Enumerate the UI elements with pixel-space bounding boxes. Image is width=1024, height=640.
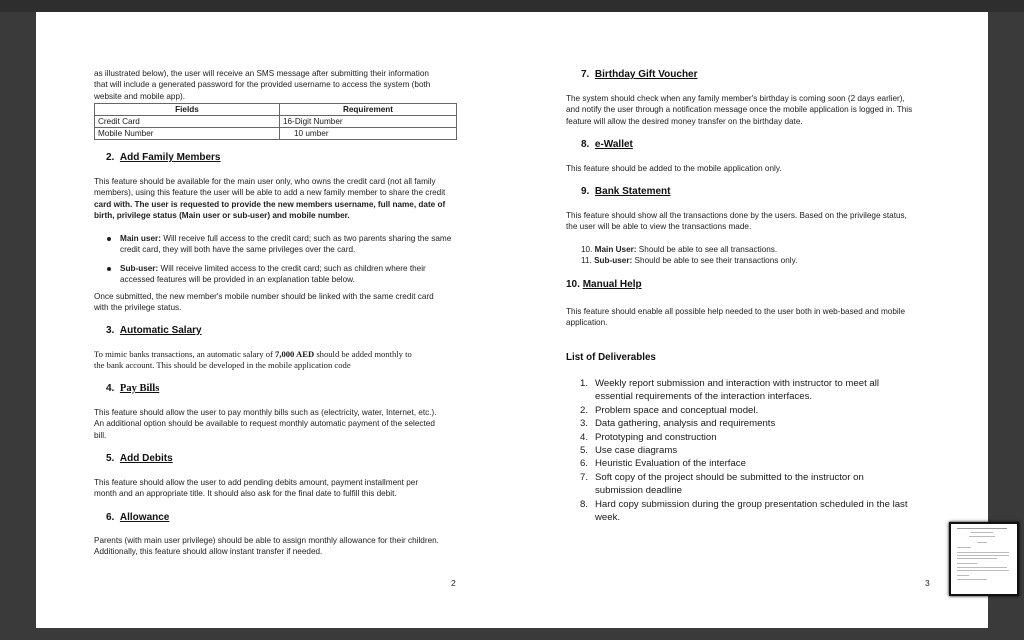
sublist-text: Should be able to see their transactions only.	[632, 256, 798, 266]
thumbnail-line	[957, 579, 987, 580]
bullet-line: accessed features will be provided in an explanation table below.	[120, 275, 355, 285]
add-family-after-paragraph	[94, 291, 494, 314]
para-line: This feature should allow the user to pay monthly bills such as (electricity, water, Internet, etc.).	[94, 408, 437, 417]
section-number: 8.	[581, 139, 590, 150]
thumbnail-line	[957, 528, 1007, 529]
para-line: This feature should enable all possible help needed to the user both in web-based and mobile	[566, 307, 906, 316]
section-heading-automatic-salary	[106, 325, 202, 336]
list-item-line: Data gathering, analysis and requirements	[595, 418, 776, 430]
list-item	[580, 498, 970, 525]
sublist-text: Should be able to see all transactions.	[636, 245, 778, 254]
viewer-top-bar	[0, 0, 1024, 12]
bullet-line	[120, 233, 460, 244]
thumbnail-line	[957, 552, 1009, 553]
list-item-line: essential requirements of the interaction interfaces.	[595, 391, 813, 403]
birthday-paragraph	[566, 93, 981, 127]
table-cell: Mobile Number	[95, 128, 280, 140]
list-item-line: Prototyping and construction	[595, 431, 717, 443]
bullet-icon	[107, 237, 111, 241]
section-number: 9.	[581, 186, 590, 197]
list-item-line: Soft copy of the project should be submitted to the instructor on	[595, 471, 864, 483]
section-title: Manual Help	[582, 279, 642, 290]
para-line: The system should check when any family member's birthday is coming soon (2 days earlier),	[566, 94, 905, 103]
sublist-lead: Sub-user:	[594, 256, 633, 266]
para-line: members), using this feature the user will be able to add a new family member to share the credit	[94, 188, 446, 198]
para-line: application.	[566, 318, 608, 328]
section-title: e-Wallet	[594, 139, 633, 150]
thumbnail-line	[977, 542, 987, 543]
thumbnail-line	[969, 536, 995, 537]
add-debits-paragraph	[94, 477, 494, 500]
sublist-number: 11.	[581, 256, 592, 266]
list-item-number: 4.	[580, 431, 589, 443]
list-item-number: 2.	[580, 404, 589, 416]
intro-paragraph	[94, 68, 494, 102]
table-header-requirement: Requirement	[280, 104, 457, 116]
section-title: Bank Statement	[594, 186, 671, 197]
document-page-3	[503, 12, 988, 628]
thumbnail-line	[957, 570, 1009, 571]
section-title: Automatic Salary	[119, 325, 202, 336]
thumbnail-line	[971, 532, 993, 533]
bullet-sub-user	[120, 263, 460, 286]
bullet-line	[120, 263, 460, 274]
para-text: To mimic banks transactions, an automatic salary of	[94, 349, 276, 359]
para-line: with the privilege status.	[94, 303, 182, 313]
table-header-fields: Fields	[95, 104, 280, 116]
thumbnail-line	[957, 547, 971, 548]
intro-line: as illustrated below), the user will receive an SMS message after submitting their information	[94, 69, 429, 78]
sublist-item	[581, 255, 981, 266]
section-heading-birthday-gift-voucher	[581, 69, 698, 80]
list-item-line: Hard copy submission during the group presentation scheduled in the last	[595, 498, 908, 510]
para-text: should be added monthly to	[314, 349, 412, 359]
list-item	[580, 457, 970, 470]
section-number: 10.	[566, 279, 580, 290]
thumbnail-line	[957, 575, 969, 576]
automatic-salary-paragraph	[94, 349, 494, 372]
sublist-number: 10.	[581, 245, 593, 254]
section-number: 2.	[106, 152, 115, 163]
list-item-line: submission deadline	[595, 485, 682, 497]
e-wallet-paragraph: This feature should be added to the mobile application only.	[566, 164, 782, 173]
section-heading-add-family-members	[106, 152, 221, 163]
add-family-paragraph	[94, 176, 494, 222]
list-item-number: 8.	[580, 498, 589, 510]
para-line: An additional option should be available to request monthly automatic payment of the selected	[94, 419, 435, 429]
list-item-number: 3.	[580, 418, 589, 430]
para-line	[94, 349, 494, 360]
list-item-number: 1.	[580, 378, 589, 389]
para-line: the user will be able to view the transactions made.	[566, 222, 752, 232]
bullet-main-user	[120, 233, 460, 256]
thumbnail-line	[957, 563, 977, 564]
para-line: Additionally, this feature should allow instant transfer if needed.	[94, 547, 323, 557]
manual-help-paragraph	[566, 306, 981, 329]
para-line: feature will allow the desired money transfer on the birthday date.	[566, 116, 803, 126]
list-item-line: Problem space and conceptual model.	[595, 404, 759, 416]
pay-bills-paragraph	[94, 407, 503, 441]
para-line: month and an appropriate title. It should also ask for the final date to fulfill this debit.	[94, 489, 397, 499]
section-number: 4.	[106, 383, 115, 394]
section-title: Add Debits	[119, 453, 173, 464]
list-item	[580, 417, 970, 430]
list-item-text	[595, 457, 746, 470]
table-header-row	[95, 104, 457, 116]
list-item-line: Weekly report submission and interaction with instructor to meet all	[595, 378, 880, 389]
list-item	[580, 377, 970, 404]
para-line: Parents (with main user privilege) should be able to assign monthly allowance for their children.	[94, 536, 439, 545]
section-heading-manual-help	[566, 279, 642, 290]
document-page-2	[36, 12, 503, 628]
section-number: 3.	[106, 325, 115, 336]
para-line: bill.	[94, 430, 107, 440]
list-item-text	[595, 377, 879, 404]
sublist-item	[581, 244, 981, 255]
page-number: 3	[925, 578, 930, 588]
section-heading-bank-statement	[581, 186, 670, 197]
list-item-text	[595, 498, 908, 525]
list-item-number: 6.	[580, 458, 589, 470]
list-item-line: Heuristic Evaluation of the interface	[595, 458, 746, 470]
deliverables-list	[580, 377, 970, 524]
list-item-text	[595, 404, 758, 417]
intro-line: that will include a generated password for the provided username to access the system (both	[94, 80, 431, 90]
list-item	[580, 431, 970, 444]
bullet-line: credit card, they will both have the same privileges over the card.	[120, 245, 356, 255]
bullet-lead: Main user:	[120, 234, 161, 243]
list-item	[580, 471, 970, 498]
table-cell: Credit Card	[95, 116, 280, 128]
para-line: and notify the user through a notification message once the mobile application is logged in. This	[566, 105, 913, 115]
bullet-icon	[107, 267, 111, 271]
section-title: Allowance	[119, 512, 170, 523]
bullet-lead: Sub-user:	[120, 264, 159, 273]
page-number: 2	[451, 578, 456, 588]
para-line: This feature should be available for the main user only, who owns the credit card (not all family	[94, 177, 436, 186]
thumbnail-line	[957, 558, 997, 559]
list-item-line: week.	[595, 512, 621, 524]
sublist-lead: Main User:	[594, 245, 637, 254]
list-item-text	[595, 444, 677, 457]
thumbnail-line	[957, 567, 1007, 568]
table-cell: 16-Digit Number	[280, 116, 457, 128]
deliverables-title: List of Deliverables	[566, 352, 656, 363]
section-number: 5.	[106, 453, 115, 464]
list-item	[580, 404, 970, 417]
section-heading-add-debits	[106, 453, 173, 464]
list-item-line: Use case diagrams	[595, 445, 678, 457]
list-item	[580, 444, 970, 457]
bank-statement-paragraph	[566, 210, 981, 233]
thumbnail-line	[957, 555, 1009, 556]
list-item-text	[595, 431, 717, 444]
bullet-text: Will receive full access to the credit card; such as two parents sharing the same	[160, 234, 452, 243]
page-thumbnail[interactable]	[949, 522, 1019, 596]
bullet-text: Will receive limited access to the credit card; such as children where their	[158, 264, 426, 273]
list-item-text	[595, 417, 775, 430]
section-title: Birthday Gift Voucher	[594, 69, 698, 80]
section-heading-allowance	[106, 512, 169, 523]
salary-amount: 7,000 AED	[275, 349, 315, 359]
para-line: This feature should show all the transactions done by the users. Based on the privilege status,	[566, 211, 907, 220]
para-line: This feature should allow the user to add pending debits amount, payment installment per	[94, 478, 419, 487]
section-number: 7.	[581, 69, 590, 80]
intro-line: website and mobile app).	[94, 91, 186, 101]
list-item-number: 5.	[580, 445, 589, 457]
requirements-table	[94, 103, 457, 140]
para-line: the bank account. This should be developed in the mobile application code	[94, 360, 351, 371]
allowance-paragraph	[94, 535, 503, 558]
table-row	[95, 116, 457, 128]
list-item-number: 7.	[580, 471, 589, 483]
section-title: Pay Bills	[119, 383, 160, 394]
list-item-text	[595, 471, 864, 498]
section-title: Add Family Members	[119, 152, 221, 163]
section-number: 6.	[106, 512, 115, 523]
table-cell: 10 umber	[280, 128, 457, 140]
section-heading-pay-bills	[106, 383, 159, 394]
para-line: birth, privilege status (Main user or sub-user) and mobile number.	[94, 211, 350, 221]
para-line: Once submitted, the new member's mobile number should be linked with the same credit card	[94, 292, 434, 301]
section-heading-e-wallet	[581, 139, 633, 150]
table-row	[95, 128, 457, 140]
para-line: card with. The user is requested to provide the new members username, full name, date of	[94, 199, 446, 209]
bank-statement-sublist	[581, 244, 981, 267]
